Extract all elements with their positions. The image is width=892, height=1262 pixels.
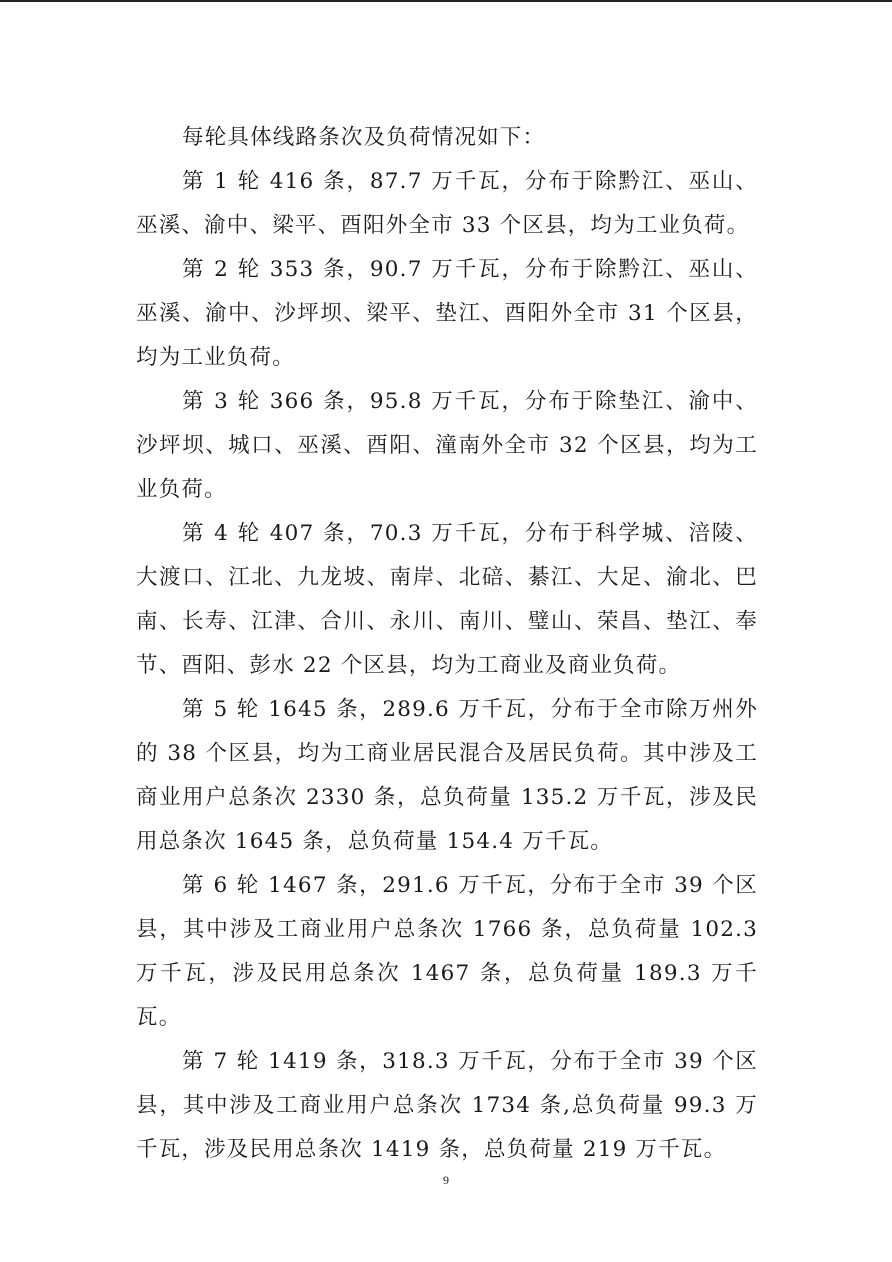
round-3-paragraph: 第 3 轮 366 条，95.8 万千瓦，分布于除垫江、渝中、沙坪坝、城口、巫溪、酉阳、潼南外全市 32 个区县，均为工业负荷。 xyxy=(136,389,758,502)
round-4-paragraph: 第 4 轮 407 条，70.3 万千瓦，分布于科学城、涪陵、大渡口、江北、九龙坡、南岸、北碚、綦江、大足、渝北、巴南、长寿、江津、合川、永川、南川、璧山、荣昌、垫江、奉节、酉阳、彭水 22 个区县，均为工商业及商业负荷。 xyxy=(136,521,758,678)
round-7-paragraph: 第 7 轮 1419 条，318.3 万千瓦，分布于全市 39 个区县，其中涉及工商业用户总条次 1734 条,总负荷量 99.3 万千瓦，涉及民用总条次 1419 条，总负荷量 219 万千瓦。 xyxy=(136,1049,758,1162)
top-border-line xyxy=(0,0,892,2)
intro-paragraph: 每轮具体线路条次及负荷情况如下： xyxy=(182,125,546,150)
page-number: 9 xyxy=(443,1173,449,1187)
round-6-paragraph: 第 6 轮 1467 条，291.6 万千瓦，分布于全市 39 个区县，其中涉及工商业用户总条次 1766 条，总负荷量 102.3 万千瓦，涉及民用总条次 1467 条，总负荷量 189.3 万千瓦。 xyxy=(136,873,758,1030)
round-2-paragraph: 第 2 轮 353 条，90.7 万千瓦，分布于除黔江、巫山、巫溪、渝中、沙坪坝、梁平、垫江、酉阳外全市 31 个区县，均为工业负荷。 xyxy=(136,257,758,370)
document-body xyxy=(136,116,758,1172)
round-1-paragraph: 第 1 轮 416 条，87.7 万千瓦，分布于除黔江、巫山、巫溪、渝中、梁平、酉阳外全市 33 个区县，均为工业负荷。 xyxy=(136,169,758,238)
round-5-paragraph: 第 5 轮 1645 条，289.6 万千瓦，分布于全市除万州外的 38 个区县，均为工商业居民混合及居民负荷。其中涉及工商业用户总条次 2330 条，总负荷量 135.2 万千瓦，涉及民用总条次 1645 条，总负荷量 154.4 万千瓦。 xyxy=(136,697,758,854)
